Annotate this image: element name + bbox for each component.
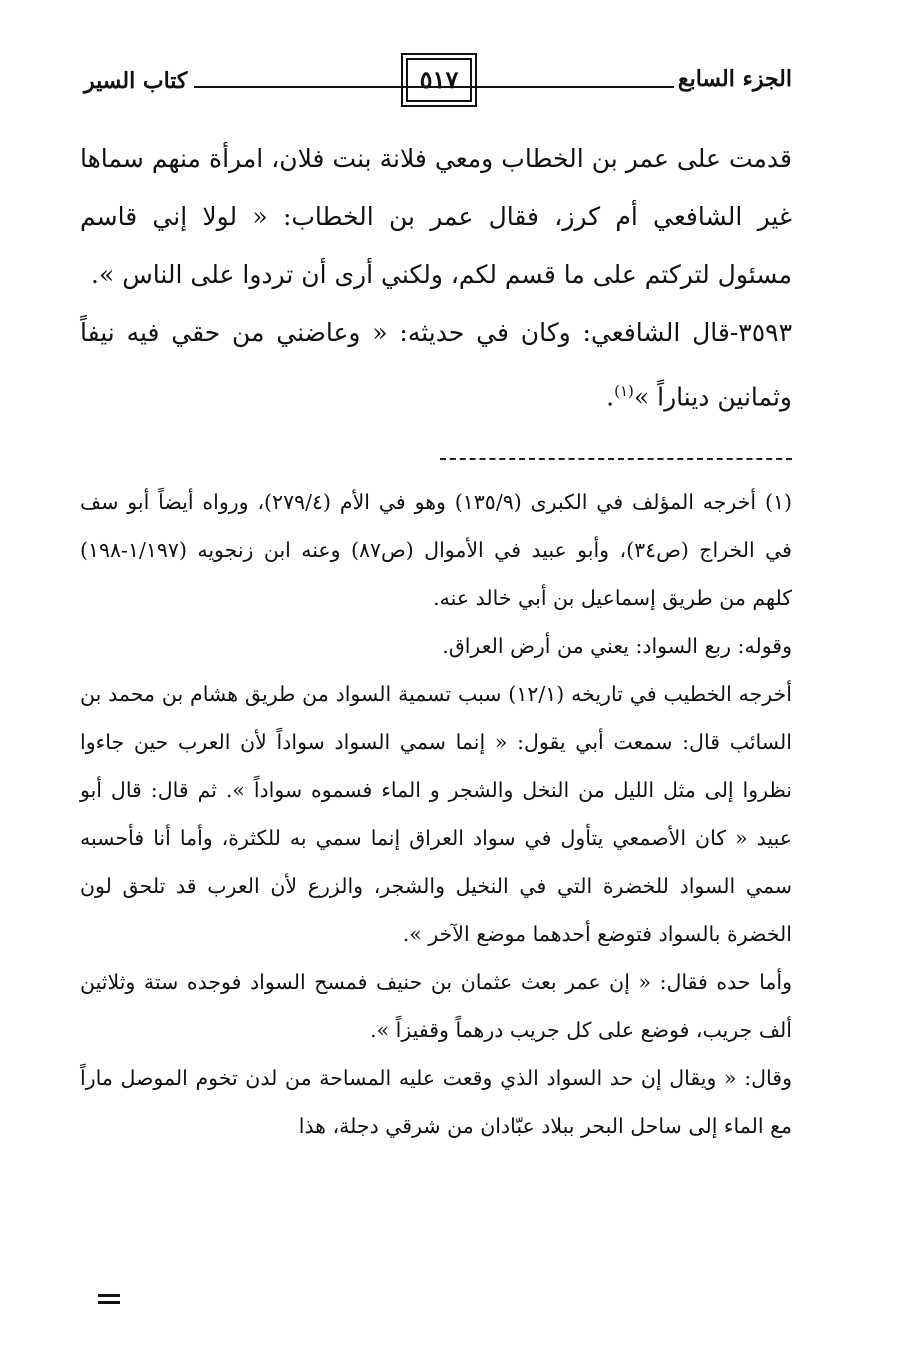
page-number: ٥١٧ [406,58,472,102]
header-rule-right [469,86,674,88]
footnote-sawad-meaning: وقوله: ربع السواد: يعني من أرض العراق. [442,634,792,658]
running-header [84,56,792,106]
footnote-sawad-naming: أخرجه الخطيب في تاريخه (١٢/١) سبب تسمية السواد من طريق هشام بن محمد بن السائب قال: سمعت أبي يقول: « إنما سمي السواد سواداً لأن العرب حين جاءوا نظروا إلى مثل الليل من النخل والشجر و الماء فسموه سواداً ». ثم قال: قال أبو عبيد « كان الأصمعي يتأول في سواد العراق إنما سمي به للكثرة، وأما أنا فأحسبه سمي السواد للخضرة التي في النخيل والشجر، والزرع لأن العرب قد تلحق لون الخضرة بالسواد فتوضع أحدهما موضع الآخر ». [80,682,792,946]
footnote-ref-1: (١) [614,382,634,400]
header-rule-left [194,86,492,88]
footnotes [80,478,792,1150]
continuation-bar-1 [98,1294,120,1297]
main-paragraph-1: قدمت على عمر بن الخطاب ومعي فلانة بنت فلان، امرأة منهم سماها غير الشافعي أم كرز، فقال عمر بن الخطاب: « لولا إني قاسم مسئول لتركتم على ما قسم لكم، ولكني أرى أن تردوا على الناس ». [80,144,792,289]
footnote-1: (١) أخرجه المؤلف في الكبرى (١٣٥/٩) وهو في الأم (٢٧٩/٤)، ورواه أيضاً أبو سف في الخراج (ص٣٤)، وأبو عبيد في الأموال (ص٨٧) وعنه ابن زنجويه (١/١٩٧-١٩٨) كلهم من طريق إسماعيل بن أبي خالد عنه. [80,490,792,610]
footnote-sawad-boundary: وقال: « ويقال إن حد السواد الذي وقعت عليه المساحة من لدن تخوم الموصل ماراً مع الماء إلى ساحل البحر ببلاد عبّادان من شرقي دجلة، هذا [80,1066,792,1138]
continuation-mark [98,1294,120,1304]
book-title: كتاب السير [84,68,188,94]
main-text [80,130,792,426]
hadith-3593-text: ٣٥٩٣-قال الشافعي: وكان في حديثه: « وعاضني من حقي فيه نيفاً وثمانين ديناراً » [80,318,792,412]
main-paragraph-2 [80,304,792,426]
footnote-separator [440,458,792,460]
footnote-sawad-extent: وأما حده فقال: « إن عمر بعث عثمان بن حنيف فمسح السواد فوجده ستة وثلاثين ألف جريب، فوضع على كل جريب درهماً وقفيزاً ». [80,970,792,1042]
volume-label: الجزء السابع [677,66,792,92]
hadith-3593-end: . [606,382,615,412]
continuation-bar-2 [98,1301,120,1304]
